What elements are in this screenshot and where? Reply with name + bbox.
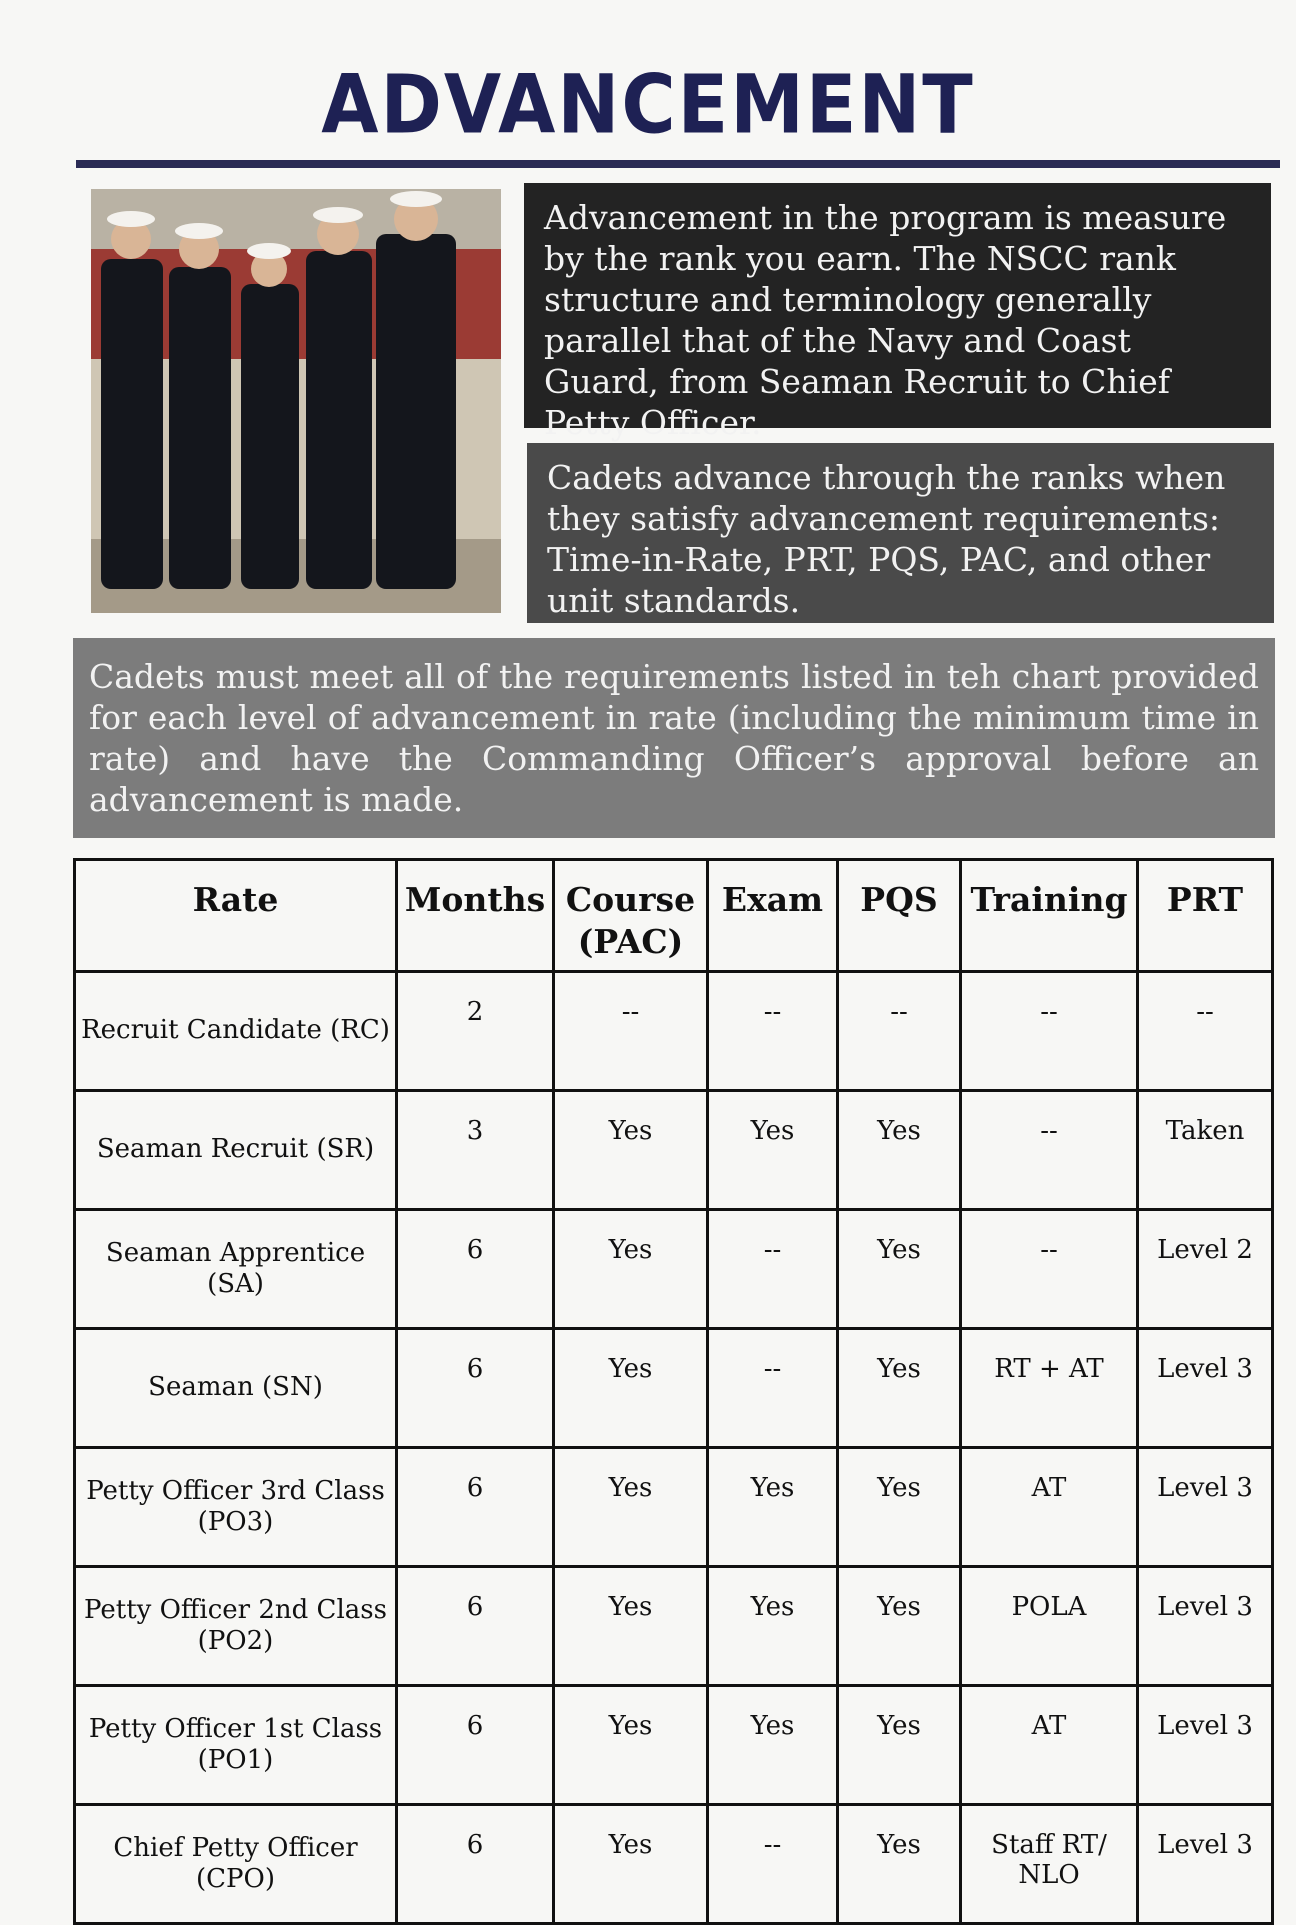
- exam-cell: Yes: [708, 1567, 838, 1686]
- prt-cell: Level 3: [1138, 1448, 1273, 1567]
- course-cell: Yes: [554, 1329, 708, 1448]
- exam-cell: --: [708, 1805, 838, 1924]
- col-header-course: Course (PAC): [554, 860, 708, 972]
- col-header-prt: PRT: [1138, 860, 1273, 972]
- months-cell: 6: [397, 1805, 554, 1924]
- training-cell: AT: [961, 1686, 1138, 1805]
- course-cell: --: [554, 972, 708, 1091]
- pqs-cell: Yes: [838, 1686, 961, 1805]
- pqs-cell: Yes: [838, 1210, 961, 1329]
- rate-cell: Petty Officer 2nd Class (PO2): [75, 1567, 397, 1686]
- course-cell: Yes: [554, 1805, 708, 1924]
- exam-cell: Yes: [708, 1448, 838, 1567]
- exam-cell: --: [708, 972, 838, 1091]
- cadets-photo: [91, 189, 501, 613]
- course-cell: Yes: [554, 1448, 708, 1567]
- training-cell: Staff RT/ NLO: [961, 1805, 1138, 1924]
- col-header-pqs: PQS: [838, 860, 961, 972]
- prt-cell: Level 3: [1138, 1805, 1273, 1924]
- table-row: [75, 1329, 1273, 1448]
- training-cell: AT: [961, 1448, 1138, 1567]
- rate-cell: Petty Officer 3rd Class (PO3): [75, 1448, 397, 1567]
- exam-cell: Yes: [708, 1686, 838, 1805]
- prt-cell: Level 3: [1138, 1686, 1273, 1805]
- pqs-cell: Yes: [838, 1329, 961, 1448]
- course-cell: Yes: [554, 1091, 708, 1210]
- page-title: ADVANCEMENT: [321, 57, 975, 153]
- table-row: [75, 1448, 1273, 1567]
- months-cell: 6: [397, 1448, 554, 1567]
- rate-cell: Chief Petty Officer (CPO): [75, 1805, 397, 1924]
- training-cell: --: [961, 972, 1138, 1091]
- intro-text-block: Advancement in the program is measure by the rank you earn. The NSCC rank structure and terminology generally parallel that of the Navy and Coast Guard, from Seaman Recruit to Chief Petty Officer.: [524, 183, 1271, 428]
- table-row: [75, 1210, 1273, 1329]
- col-header-exam: Exam: [708, 860, 838, 972]
- months-cell: 6: [397, 1329, 554, 1448]
- exam-cell: --: [708, 1210, 838, 1329]
- title-divider: [76, 160, 1280, 168]
- months-cell: 2: [397, 972, 554, 1091]
- rate-cell: Petty Officer 1st Class (PO1): [75, 1686, 397, 1805]
- training-cell: --: [961, 1091, 1138, 1210]
- training-cell: POLA: [961, 1567, 1138, 1686]
- exam-cell: Yes: [708, 1091, 838, 1210]
- months-cell: 6: [397, 1210, 554, 1329]
- pqs-cell: Yes: [838, 1448, 961, 1567]
- course-cell: Yes: [554, 1686, 708, 1805]
- prt-cell: --: [1138, 972, 1273, 1091]
- table-row: [75, 1805, 1273, 1924]
- prt-cell: Level 3: [1138, 1567, 1273, 1686]
- pqs-cell: Yes: [838, 1091, 961, 1210]
- advancement-table: [73, 858, 1274, 1925]
- col-header-months: Months: [397, 860, 554, 972]
- rate-cell: Seaman Apprentice (SA): [75, 1210, 397, 1329]
- pqs-cell: Yes: [838, 1805, 961, 1924]
- months-cell: 3: [397, 1091, 554, 1210]
- months-cell: 6: [397, 1567, 554, 1686]
- rate-cell: Seaman (SN): [75, 1329, 397, 1448]
- col-header-training: Training: [961, 860, 1138, 972]
- months-cell: 6: [397, 1686, 554, 1805]
- prt-cell: Taken: [1138, 1091, 1273, 1210]
- prt-cell: Level 3: [1138, 1329, 1273, 1448]
- table-row: [75, 1091, 1273, 1210]
- requirements-text-block: Cadets advance through the ranks when they satisfy advancement requirements: Time-in-Rate, PRT, PQS, PAC, and other unit standards.: [527, 443, 1274, 623]
- rate-cell: Seaman Recruit (SR): [75, 1091, 397, 1210]
- rate-cell: Recruit Candidate (RC): [75, 972, 397, 1091]
- table-row: [75, 972, 1273, 1091]
- table-row: [75, 1567, 1273, 1686]
- table-row: [75, 1686, 1273, 1805]
- training-cell: --: [961, 1210, 1138, 1329]
- table-header-row: [75, 860, 1273, 972]
- prt-cell: Level 2: [1138, 1210, 1273, 1329]
- training-cell: RT + AT: [961, 1329, 1138, 1448]
- col-header-rate: Rate: [75, 860, 397, 972]
- pqs-cell: Yes: [838, 1567, 961, 1686]
- pqs-cell: --: [838, 972, 961, 1091]
- course-cell: Yes: [554, 1567, 708, 1686]
- course-cell: Yes: [554, 1210, 708, 1329]
- exam-cell: --: [708, 1329, 838, 1448]
- approval-text-block: Cadets must meet all of the requirements listed in teh chart provided for each level of advancement in rate (including the minimum time in rate) and have the Commanding Officer’s approval before an advancement is made.: [73, 638, 1275, 838]
